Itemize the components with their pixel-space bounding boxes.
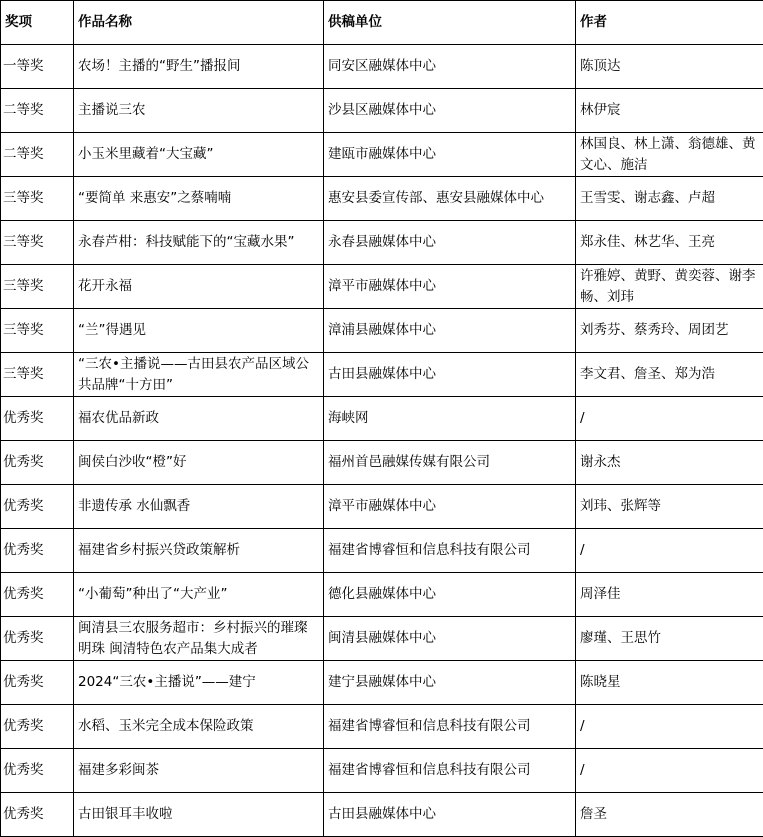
award-cell: 优秀奖 [1, 485, 74, 529]
table-body [1, 45, 763, 837]
table-row [1, 705, 763, 749]
author-cell: 周泽佳 [576, 573, 763, 617]
title-cell: “小葡萄”种出了“大产业” [74, 573, 324, 617]
title-cell: “要简单 来惠安”之蔡喃喃 [74, 177, 324, 221]
title-cell: 闽清县三农服务超市：乡村振兴的璀璨明珠 闽清特色农产品集大成者 [74, 617, 324, 661]
author-cell: 陈晓星 [576, 661, 763, 705]
unit-cell: 德化县融媒体中心 [324, 573, 576, 617]
table-row [1, 177, 763, 221]
award-cell: 优秀奖 [1, 749, 74, 793]
award-cell: 优秀奖 [1, 661, 74, 705]
unit-cell: 福建省博睿恒和信息科技有限公司 [324, 705, 576, 749]
author-cell: 林伊宸 [576, 89, 763, 133]
header-title: 作品名称 [74, 1, 324, 45]
author-cell: 谢永杰 [576, 441, 763, 485]
author-cell: 刘秀芬、蔡秀玲、周团艺 [576, 309, 763, 353]
title-cell: 主播说三农 [74, 89, 324, 133]
unit-cell: 闽清县融媒体中心 [324, 617, 576, 661]
table-row [1, 793, 763, 837]
unit-cell: 建宁县融媒体中心 [324, 661, 576, 705]
table-row [1, 221, 763, 265]
unit-cell: 同安区融媒体中心 [324, 45, 576, 89]
title-cell: “三农•主播说——古田县农产品区域公共品牌“十方田” [74, 353, 324, 397]
unit-cell: 建瓯市融媒体中心 [324, 133, 576, 177]
unit-cell: 漳平市融媒体中心 [324, 485, 576, 529]
title-cell: 水稻、玉米完全成本保险政策 [74, 705, 324, 749]
author-cell: 许雅婷、黄野、黄奕蓉、谢李畅、刘玮 [576, 265, 763, 309]
author-cell: / [576, 397, 763, 441]
header-award: 奖项 [1, 1, 74, 45]
award-cell: 优秀奖 [1, 441, 74, 485]
title-cell: 2024“三农•主播说”——建宁 [74, 661, 324, 705]
award-cell: 优秀奖 [1, 705, 74, 749]
title-cell: 福建省乡村振兴贷政策解析 [74, 529, 324, 573]
author-cell: 陈顶达 [576, 45, 763, 89]
award-cell: 一等奖 [1, 45, 74, 89]
unit-cell: 海峡网 [324, 397, 576, 441]
table-row [1, 749, 763, 793]
header-row [1, 1, 763, 45]
author-cell: 詹圣 [576, 793, 763, 837]
author-cell: 林国良、林上潇、翁德雄、黄文心、施洁 [576, 133, 763, 177]
title-cell: 闽侯白沙收“橙”好 [74, 441, 324, 485]
table-row [1, 89, 763, 133]
table-row [1, 661, 763, 705]
table-row [1, 133, 763, 177]
author-cell: / [576, 749, 763, 793]
award-cell: 优秀奖 [1, 793, 74, 837]
unit-cell: 古田县融媒体中心 [324, 793, 576, 837]
title-cell: 农场！主播的“野生”播报间 [74, 45, 324, 89]
award-cell: 三等奖 [1, 353, 74, 397]
unit-cell: 福州首邑融媒传媒有限公司 [324, 441, 576, 485]
unit-cell: 古田县融媒体中心 [324, 353, 576, 397]
table-row [1, 573, 763, 617]
award-cell: 三等奖 [1, 265, 74, 309]
table-row [1, 265, 763, 309]
table-row [1, 397, 763, 441]
header-unit: 供稿单位 [324, 1, 576, 45]
table-row [1, 485, 763, 529]
table-row [1, 309, 763, 353]
table-row [1, 353, 763, 397]
award-cell: 优秀奖 [1, 529, 74, 573]
table-row [1, 441, 763, 485]
title-cell: 小玉米里藏着“大宝藏” [74, 133, 324, 177]
unit-cell: 漳浦县融媒体中心 [324, 309, 576, 353]
table-row [1, 617, 763, 661]
award-cell: 三等奖 [1, 221, 74, 265]
unit-cell: 福建省博睿恒和信息科技有限公司 [324, 529, 576, 573]
award-cell: 二等奖 [1, 133, 74, 177]
unit-cell: 沙县区融媒体中心 [324, 89, 576, 133]
title-cell: “兰”得遇见 [74, 309, 324, 353]
title-cell: 永春芦柑：科技赋能下的“宝藏水果” [74, 221, 324, 265]
header-author: 作者 [576, 1, 763, 45]
author-cell: 王雪雯、谢志鑫、卢超 [576, 177, 763, 221]
unit-cell: 惠安县委宣传部、惠安县融媒体中心 [324, 177, 576, 221]
award-cell: 优秀奖 [1, 397, 74, 441]
title-cell: 非遗传承 水仙飘香 [74, 485, 324, 529]
author-cell: 李文君、詹圣、郑为浩 [576, 353, 763, 397]
author-cell: / [576, 529, 763, 573]
table-row [1, 45, 763, 89]
award-cell: 三等奖 [1, 177, 74, 221]
award-cell: 优秀奖 [1, 573, 74, 617]
unit-cell: 漳平市融媒体中心 [324, 265, 576, 309]
title-cell: 花开永福 [74, 265, 324, 309]
author-cell: / [576, 705, 763, 749]
author-cell: 郑永佳、林艺华、王亮 [576, 221, 763, 265]
title-cell: 古田银耳丰收啦 [74, 793, 324, 837]
award-cell: 二等奖 [1, 89, 74, 133]
title-cell: 福农优品新政 [74, 397, 324, 441]
title-cell: 福建多彩闽茶 [74, 749, 324, 793]
table-row [1, 529, 763, 573]
award-cell: 三等奖 [1, 309, 74, 353]
unit-cell: 福建省博睿恒和信息科技有限公司 [324, 749, 576, 793]
unit-cell: 永春县融媒体中心 [324, 221, 576, 265]
author-cell: 廖瑾、王思竹 [576, 617, 763, 661]
author-cell: 刘玮、张辉等 [576, 485, 763, 529]
award-cell: 优秀奖 [1, 617, 74, 661]
